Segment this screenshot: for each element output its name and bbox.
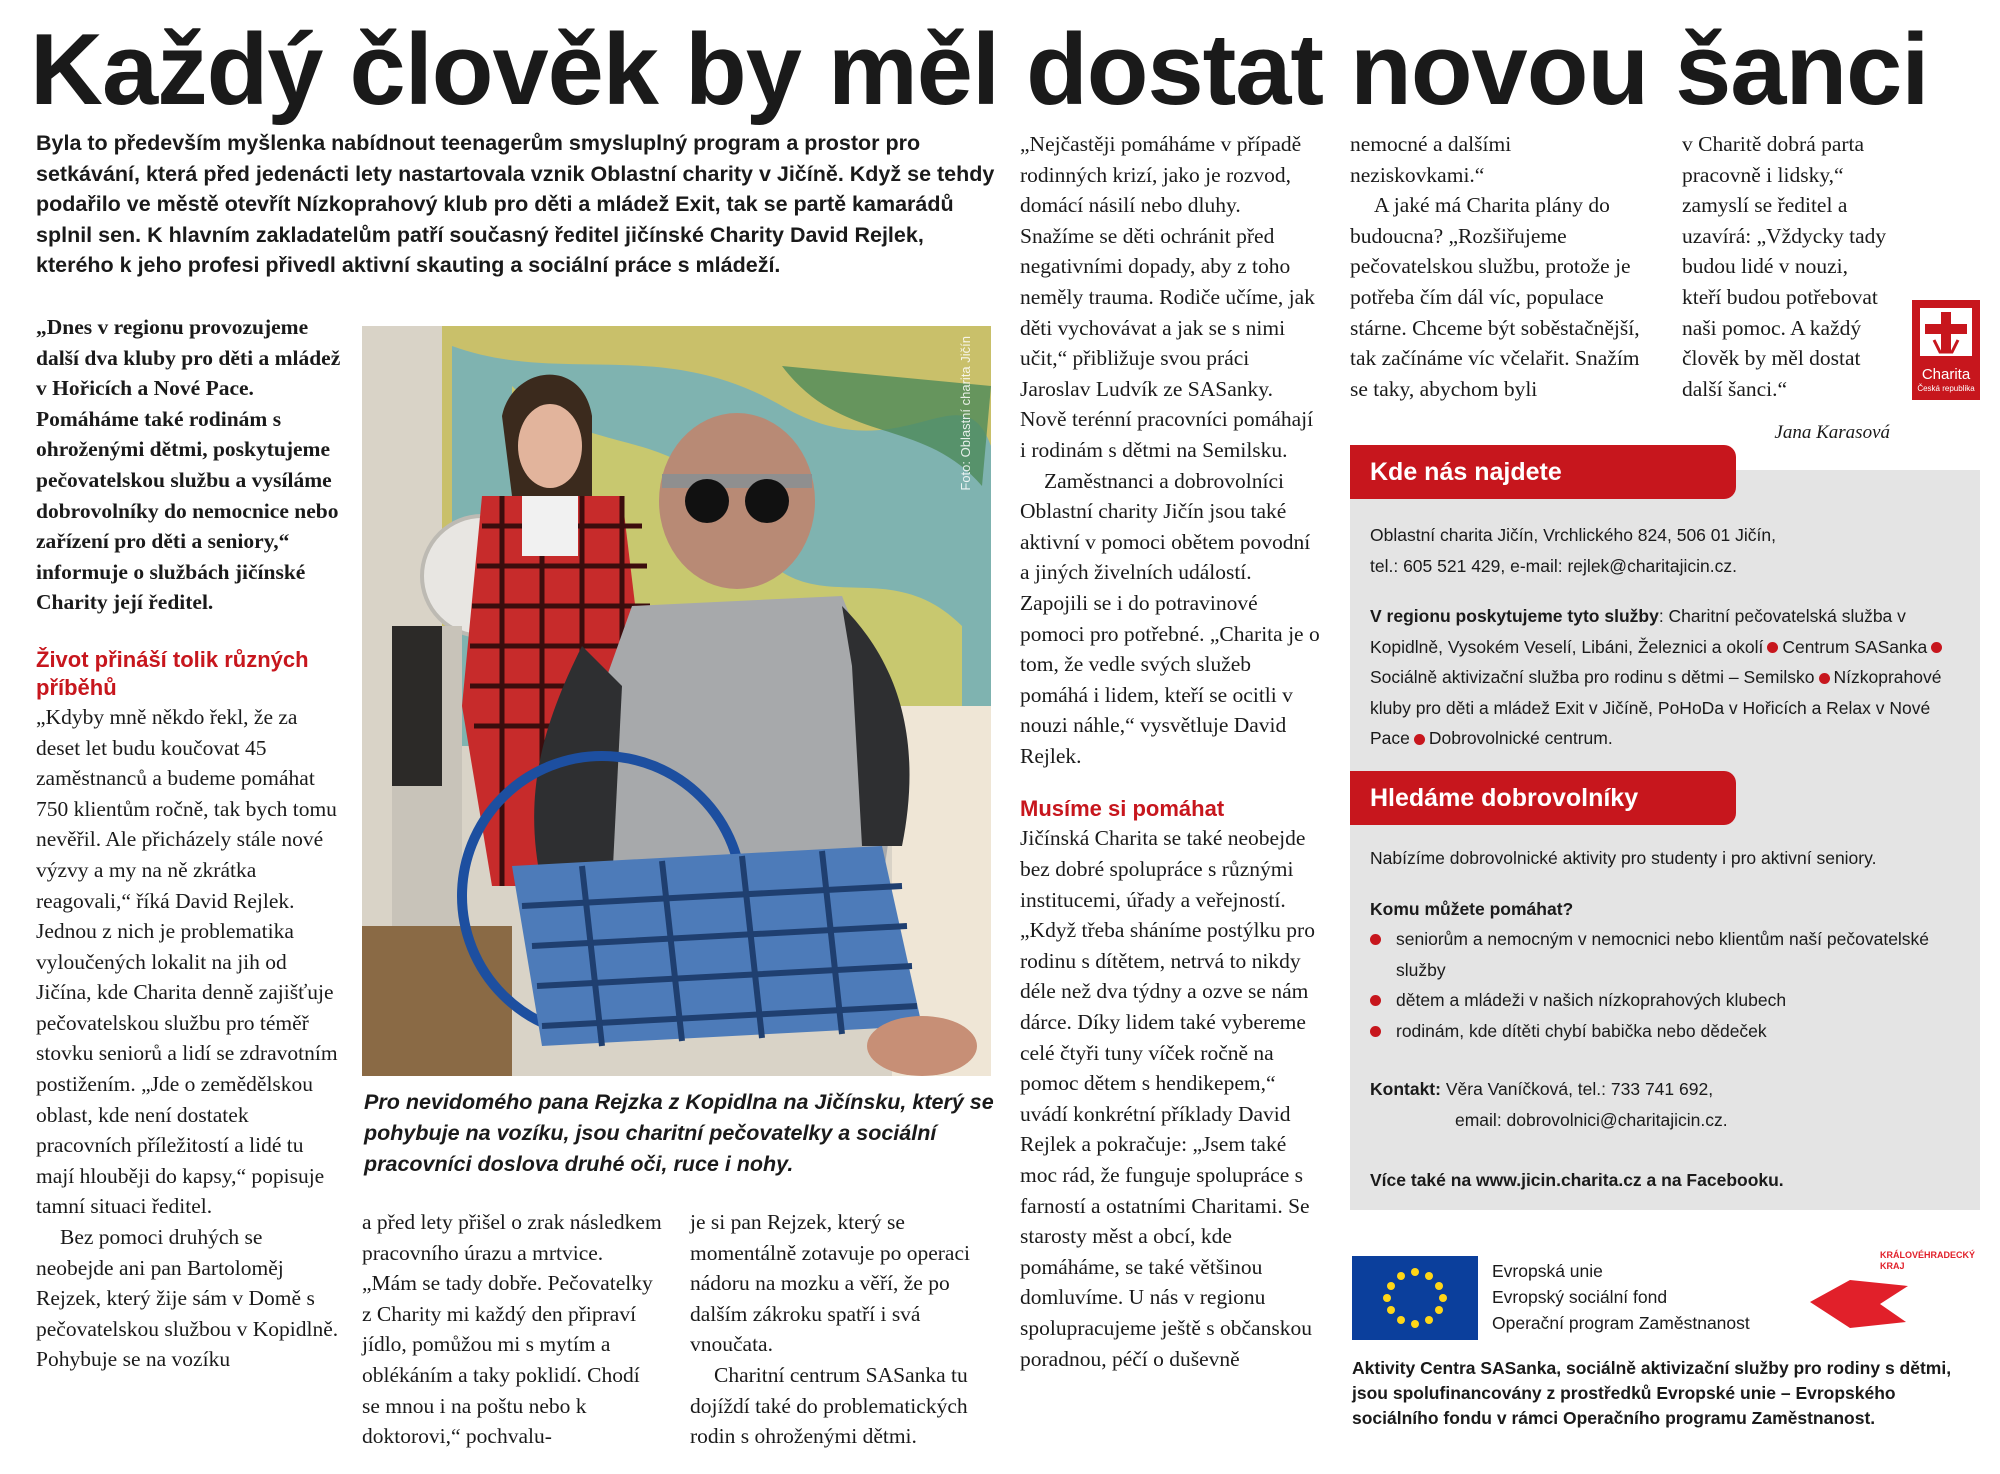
contact-phone: Věra Vaníčková, tel.: 733 741 692, bbox=[1445, 1079, 1714, 1099]
services-label: V regionu poskytujeme tyto služby bbox=[1370, 606, 1659, 626]
service-item: Charitní pečovatelská služba v Kopidlně, Vysokém Veselí, Libáni, Železnici a okolí bbox=[1370, 606, 1906, 657]
column-6 bbox=[1682, 129, 1890, 449]
col1-paragraph-2: Bez pomoci druhých se neobejde ani pan Bartoloměj Rejzek, který žije sám v Domě s pečovatelskou službou v Kopidlně. Pohybuje se na vozíku bbox=[36, 1225, 339, 1372]
volunteer-item: dětem a mládeži v našich nízkoprahových klubech bbox=[1370, 985, 1960, 1016]
eu-stars-icon bbox=[1352, 1256, 1478, 1340]
eu-flag bbox=[1352, 1256, 1478, 1340]
photo-caregiver-and-client bbox=[362, 326, 991, 1076]
eu-line-1: Evropská unie bbox=[1492, 1261, 1603, 1281]
column-2 bbox=[362, 1207, 662, 1452]
col1-paragraph-1: „Kdyby mně někdo řekl, že za deset let budu koučovat 45 zaměstnanců a budeme pomáhat 750 klientům ročně, tak bych tomu nevěřil. Ale přicházely stále nové výzvy a my na ně zkrátka reagovali,“ říká David Rejlek. Jednou z nich je problematika vyloučených lokalit na jih od Jičína, kde Charita denně zajišťuje pečovatelskou službu pro téměř stovku seniorů a lidí se zdravotním postižením. „Jde o zemědělskou oblast, kde není dostatek pracovních příležitostí a lidé tu mají hlouběji do kapsy,“ popisuje tamní situaci ředitel. bbox=[36, 704, 338, 1219]
lead-paragraph: Byla to především myšlenka nabídnout teenagerům smysluplný program a prostor pro setkávání, která před jedenácti lety nastartovala vznik Oblastní charity v Jičíně. Když se tehdy podařilo ve městě otevřít Nízkoprahový klub pro děti a mládež Exit, tak se partě kamarádů splnil sen. K hlavním zakladatelům patří současný ředitel jičínské Charity David Rejlek, kterého k jeho profesi přivedl aktivní skauting a sociální práce s mládeží. bbox=[36, 131, 995, 277]
eu-line-2: Evropský sociální fond bbox=[1492, 1287, 1668, 1307]
column-5 bbox=[1350, 129, 1640, 404]
col5-paragraph-2: A jaké má Charita plány do budoucna? „Rozšiřujeme pečovatelskou službu, protože je potřeba čím dál víc, populace stárne. Chceme být soběstačnější, tak začínáme víc včelařit. Snažím se taky, abychom byli bbox=[1350, 193, 1640, 401]
column-3 bbox=[690, 1207, 992, 1452]
service-item: Centrum SASanka bbox=[1782, 636, 1928, 657]
column-4 bbox=[1020, 129, 1320, 1374]
bullet-dot bbox=[1819, 673, 1830, 684]
col5-paragraph-1: nemocné a dalšími neziskovkami.“ bbox=[1350, 132, 1512, 187]
box2-content bbox=[1370, 843, 1960, 1196]
contact-label: Kontakt: bbox=[1370, 1079, 1441, 1099]
col2-paragraph: a před lety přišel o zrak následkem pracovního úrazu a mrtvice. „Mám se tady dobře. Pečovatelky z Charity mi každý den připraví jídlo, pomůžou mi s mytím a oblékáním a taky poklidí. Chodí se mnou i na poštu nebo k doktorovi,“ pochvalu- bbox=[362, 1210, 662, 1449]
contact-email: email: dobrovolnici@charitajicin.cz. bbox=[1455, 1109, 1728, 1130]
kraj-logo-text-1: KRÁLOVÉHRADECKÝ bbox=[1880, 1250, 1976, 1260]
kraj-logo-text-2: KRAJ bbox=[1880, 1261, 1905, 1271]
bullet-dot bbox=[1414, 734, 1425, 745]
contact-line: tel.: 605 521 429, e-mail: rejlek@charitajicin.cz. bbox=[1370, 555, 1737, 576]
photo-credit: Foto: Oblastní charita Jičín bbox=[958, 336, 973, 491]
bullet-dot bbox=[1370, 995, 1381, 1006]
col4-paragraph-3: Jičínská Charita se také neobejde bez dobré spolupráce s různými institucemi, úřady a veřejností. „Když třeba sháníme postýlku pro rodinu s dítětem, netrvá to nikdy déle než dva týdny a ozve se nám dárce. Díky lidem také vybereme celé čtyři tuny víček ročně na pomoc dětem s hendikepem,“ uvádí konkrétní příklady David Rejlek a pokračuje: „Jsem také moc rád, že funguje spolupráce s farností a ostatními Charitami. Se starosty měst a obcí, kde pomáháme, se také většinou domluvíme. U nás v regionu spolupracujeme ještě s občanskou poradnou, péčí o duševně bbox=[1020, 826, 1315, 1371]
col3-paragraph-1: je si pan Rejzek, který se momentálně zotavuje po operaci nádoru na mozku a věří, že po dalším zákroku spatří i svá vnoučata. bbox=[690, 1210, 970, 1357]
eu-line-3: Operační program Zaměstnanost bbox=[1492, 1313, 1750, 1333]
col6-paragraph: v Charitě dobrá parta pracovně i lidsky,“ zamyslí se ředitel a uzavírá: „Vždycky tady budou lidé v nouzi, kteří budou potřebovat naši pomoc. A každý člověk by měl dostat další šanci.“ bbox=[1682, 132, 1887, 401]
bullet-dot bbox=[1370, 1026, 1381, 1037]
charita-logo-subtext: Česká republika bbox=[1917, 384, 1975, 393]
box-title-hledame-dobrovolniky: Hledáme dobrovolníky bbox=[1350, 771, 1736, 825]
column-1 bbox=[36, 312, 344, 1375]
charita-logo bbox=[1912, 300, 1980, 400]
charita-cross-icon bbox=[1912, 300, 1980, 362]
volunteer-question: Komu můžete pomáhat? bbox=[1370, 898, 1574, 919]
services-list: V regionu poskytujeme tyto služby: Charitní pečovatelská služba v Kopidlně, Vysokém Veselí, Libáni, Železnici a okolí Centrum SASankaSociálně aktivizační služba pro rodinu s dětmi – Semilsko Nízkoprahové kluby pro děti a mládež Exit v Jičíně, PoHoDa v Hořicích a Relax v Nové Pace Dobrovolnické centrum. bbox=[1370, 606, 1942, 748]
eu-funding-text bbox=[1492, 1258, 1750, 1336]
volunteer-item: seniorům a nemocným v nemocnici nebo klientům naší pečovatelské služby bbox=[1370, 924, 1960, 985]
box1-content bbox=[1370, 520, 1960, 754]
service-item: Sociálně aktivizační služba pro rodinu s dětmi – Semilsko bbox=[1370, 667, 1815, 687]
kraj-shape-icon bbox=[1810, 1272, 1910, 1332]
kraj-logo bbox=[1810, 1250, 1980, 1340]
volunteer-contact bbox=[1370, 1074, 1960, 1105]
col3-paragraph-2: Charitní centrum SASanka tu dojíždí také do problematických rodin s ohroženými dětmi. bbox=[690, 1362, 968, 1449]
volunteer-intro: Nabízíme dobrovolnické aktivity pro studenty i pro aktivní seniory. bbox=[1370, 848, 1877, 868]
service-item: Nízkoprahové kluby pro děti a mládež Exit v Jičíně, PoHoDa v Hořicích a Relax v Nové Pace bbox=[1370, 667, 1942, 748]
more-info: Více také na www.jicin.charita.cz a na Facebooku. bbox=[1370, 1170, 1784, 1190]
bullet-dot bbox=[1370, 934, 1381, 945]
volunteer-item: rodinám, kde dítěti chybí babička nebo dědeček bbox=[1370, 1016, 1960, 1047]
subhead-pribehy: Život přináší tolik různých příběhů bbox=[36, 646, 309, 700]
box-title-kde-nas-najdete: Kde nás najdete bbox=[1350, 445, 1736, 499]
headline: Každý člověk by měl dostat novou šanci bbox=[30, 14, 1929, 126]
photo-illustration bbox=[362, 326, 991, 1076]
col4-paragraph-2: Zaměstnanci a dobrovolníci Oblastní charity Jičín jsou také aktivní v pomoci obětem povodní a jiných živelních událostí. Zapojili se i do potravinové pomoci pro potřebné. „Charita je o tom, že vedle svých služeb pomáhá i lidem, kteří se ocitli v nouzi náhle,“ vysvětluje David Rejlek. bbox=[1020, 468, 1320, 768]
col4-paragraph-1: „Nejčastěji pomáháme v případě rodinných krizí, jako je rozvod, domácí násilí nebo dluhy. Snažíme se děti ochránit před negativními dopady, aby z toho neměly trauma. Rodiče učíme, jak děti vychovávat a jak se s nimi učit,“ přibližuje svou práci Jaroslav Ludvík ze SASanky. Nově terénní pracovníci pomáhají i rodinám s dětmi na Semilsku. bbox=[1020, 132, 1315, 462]
funding-note: Aktivity Centra SASanka, sociálně aktivizační služby pro rodiny s dětmi, jsou spolufinancovány z prostředků Evropské unie – Evropského sociálního fondu v rámci Operačního programu Zaměstnanost. bbox=[1352, 1358, 1952, 1428]
author-signature: Jana Karasová bbox=[1774, 422, 1890, 444]
service-item: Dobrovolnické centrum. bbox=[1428, 728, 1613, 748]
intro-quote: „Dnes v regionu provozujeme další dva kluby pro děti a mládež v Hořicích a Nové Pace. Pomáháme také rodinám s ohroženými dětmi, poskytujeme pečovatelskou službu a vysíláme dobrovolníky do nemocnice nebo zařízení pro děti a seniory,“ informuje o službách jičínské Charity její ředitel. bbox=[36, 315, 341, 615]
charita-logo-text: Charita bbox=[1921, 366, 1971, 383]
bullet-dot bbox=[1767, 642, 1778, 653]
bullet-dot bbox=[1931, 642, 1942, 653]
photo-caption: Pro nevidomého pana Rejzka z Kopidlna na Jičínsku, který se pohybuje na vozíku, jsou charitní pečovatelky a sociální pracovníci doslova druhé oči, ruce i nohy. bbox=[364, 1090, 994, 1176]
subhead-pomahat: Musíme si pomáhat bbox=[1020, 796, 1225, 822]
address-line: Oblastní charita Jičín, Vrchlického 824, 506 01 Jičín, bbox=[1370, 525, 1776, 545]
